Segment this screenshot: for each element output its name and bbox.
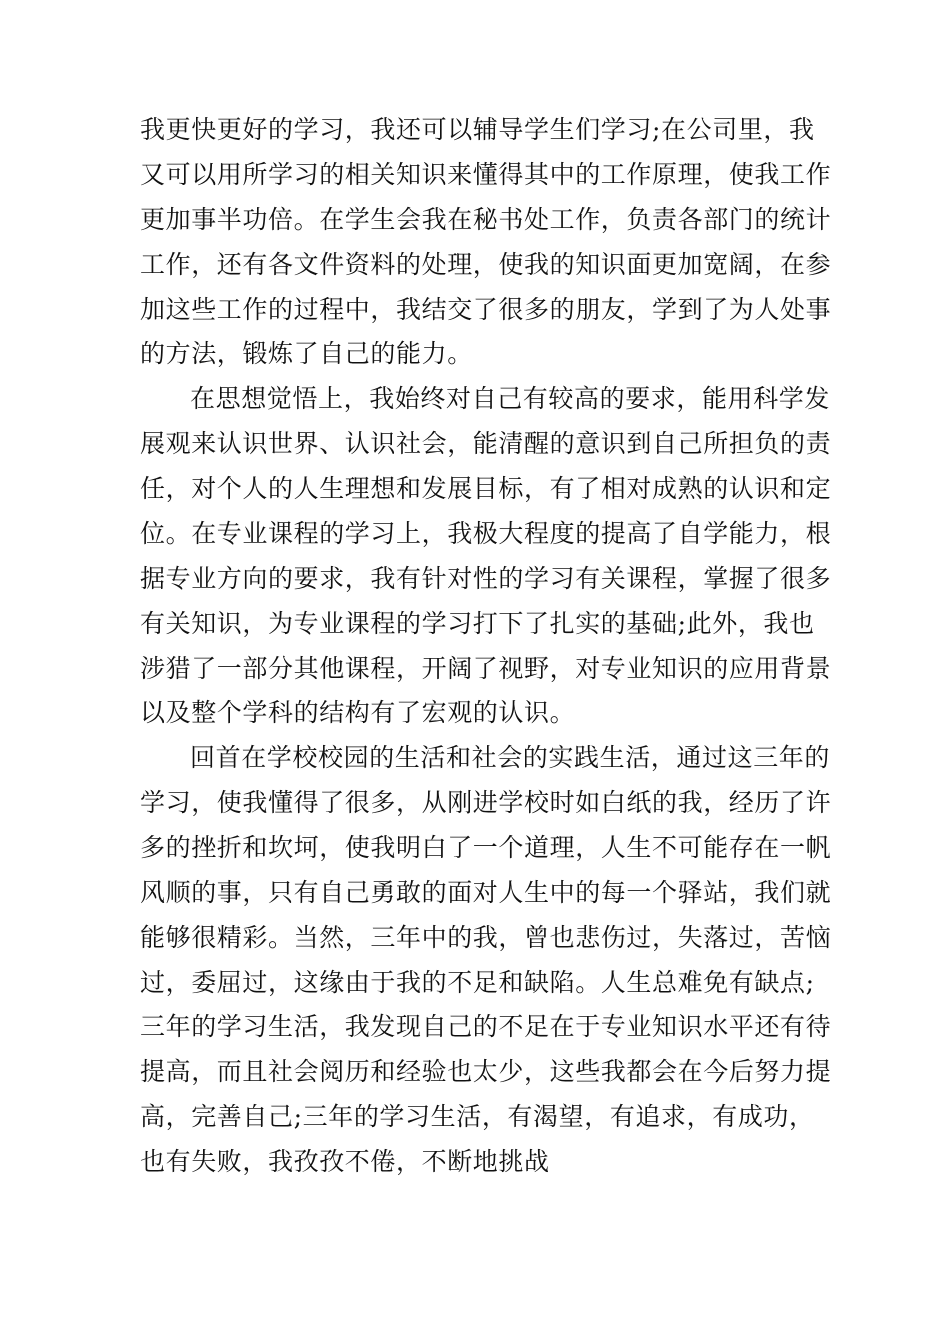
text-line: 三年的学习生活，我发现自己的不足在于专业知识水平还有待 xyxy=(140,1012,832,1041)
text-line: 学习，使我懂得了很多，从刚进学校时如白纸的我，经历了许 xyxy=(140,788,832,817)
text-line: 又可以用所学习的相关知识来懂得其中的工作原理，使我工作 xyxy=(140,160,832,189)
text-line: 风顺的事，只有自己勇敢的面对人生中的每一个驿站，我们就 xyxy=(140,878,832,907)
text-line: 更加事半功倍。在学生会我在秘书处工作，负责各部门的统计 xyxy=(140,205,832,234)
text-line: 回首在学校校园的生活和社会的实践生活，通过这三年的 xyxy=(190,743,831,772)
text-line: 涉猎了一部分其他课程，开阔了视野，对专业知识的应用背景 xyxy=(140,654,832,683)
text-line: 位。在专业课程的学习上，我极大程度的提高了自学能力，根 xyxy=(140,519,832,548)
text-line: 能够很精彩。当然，三年中的我，曾也悲伤过，失落过，苦恼 xyxy=(140,923,832,952)
text-line: 多的挫折和坎坷，使我明白了一个道理，人生不可能存在一帆 xyxy=(140,833,832,862)
text-line: 的方法，锻炼了自己的能力。 xyxy=(140,339,473,368)
text-line: 高，完善自己;三年的学习生活，有渴望，有追求，有成功， xyxy=(140,1102,815,1131)
text-line: 工作，还有各文件资料的处理，使我的知识面更加宽阔，在参 xyxy=(140,250,832,279)
text-line: 过，委屈过，这缘由于我的不足和缺陷。人生总难免有缺点; xyxy=(140,968,815,997)
text-line: 我更快更好的学习，我还可以辅导学生们学习;在公司里，我 xyxy=(140,115,815,144)
text-line: 提高，而且社会阅历和经验也太少，这些我都会在今后努力提 xyxy=(140,1057,832,1086)
text-line: 在思想觉悟上，我始终对自己有较高的要求，能用科学发 xyxy=(190,384,831,413)
text-line: 展观来认识世界、认识社会，能清醒的意识到自己所担负的责 xyxy=(140,429,832,458)
text-line: 也有失败，我孜孜不倦，不断地挑战 xyxy=(140,1147,550,1176)
text-line: 有关知识，为专业课程的学习打下了扎实的基础;此外，我也 xyxy=(140,609,815,638)
text-line: 以及整个学科的结构有了宏观的认识。 xyxy=(140,698,576,727)
text-line: 加这些工作的过程中，我结交了很多的朋友，学到了为人处事 xyxy=(140,295,832,324)
text-line: 任，对个人的人生理想和发展目标，有了相对成熟的认识和定 xyxy=(140,474,832,503)
text-line: 据专业方向的要求，我有针对性的学习有关课程，掌握了很多 xyxy=(140,564,832,593)
